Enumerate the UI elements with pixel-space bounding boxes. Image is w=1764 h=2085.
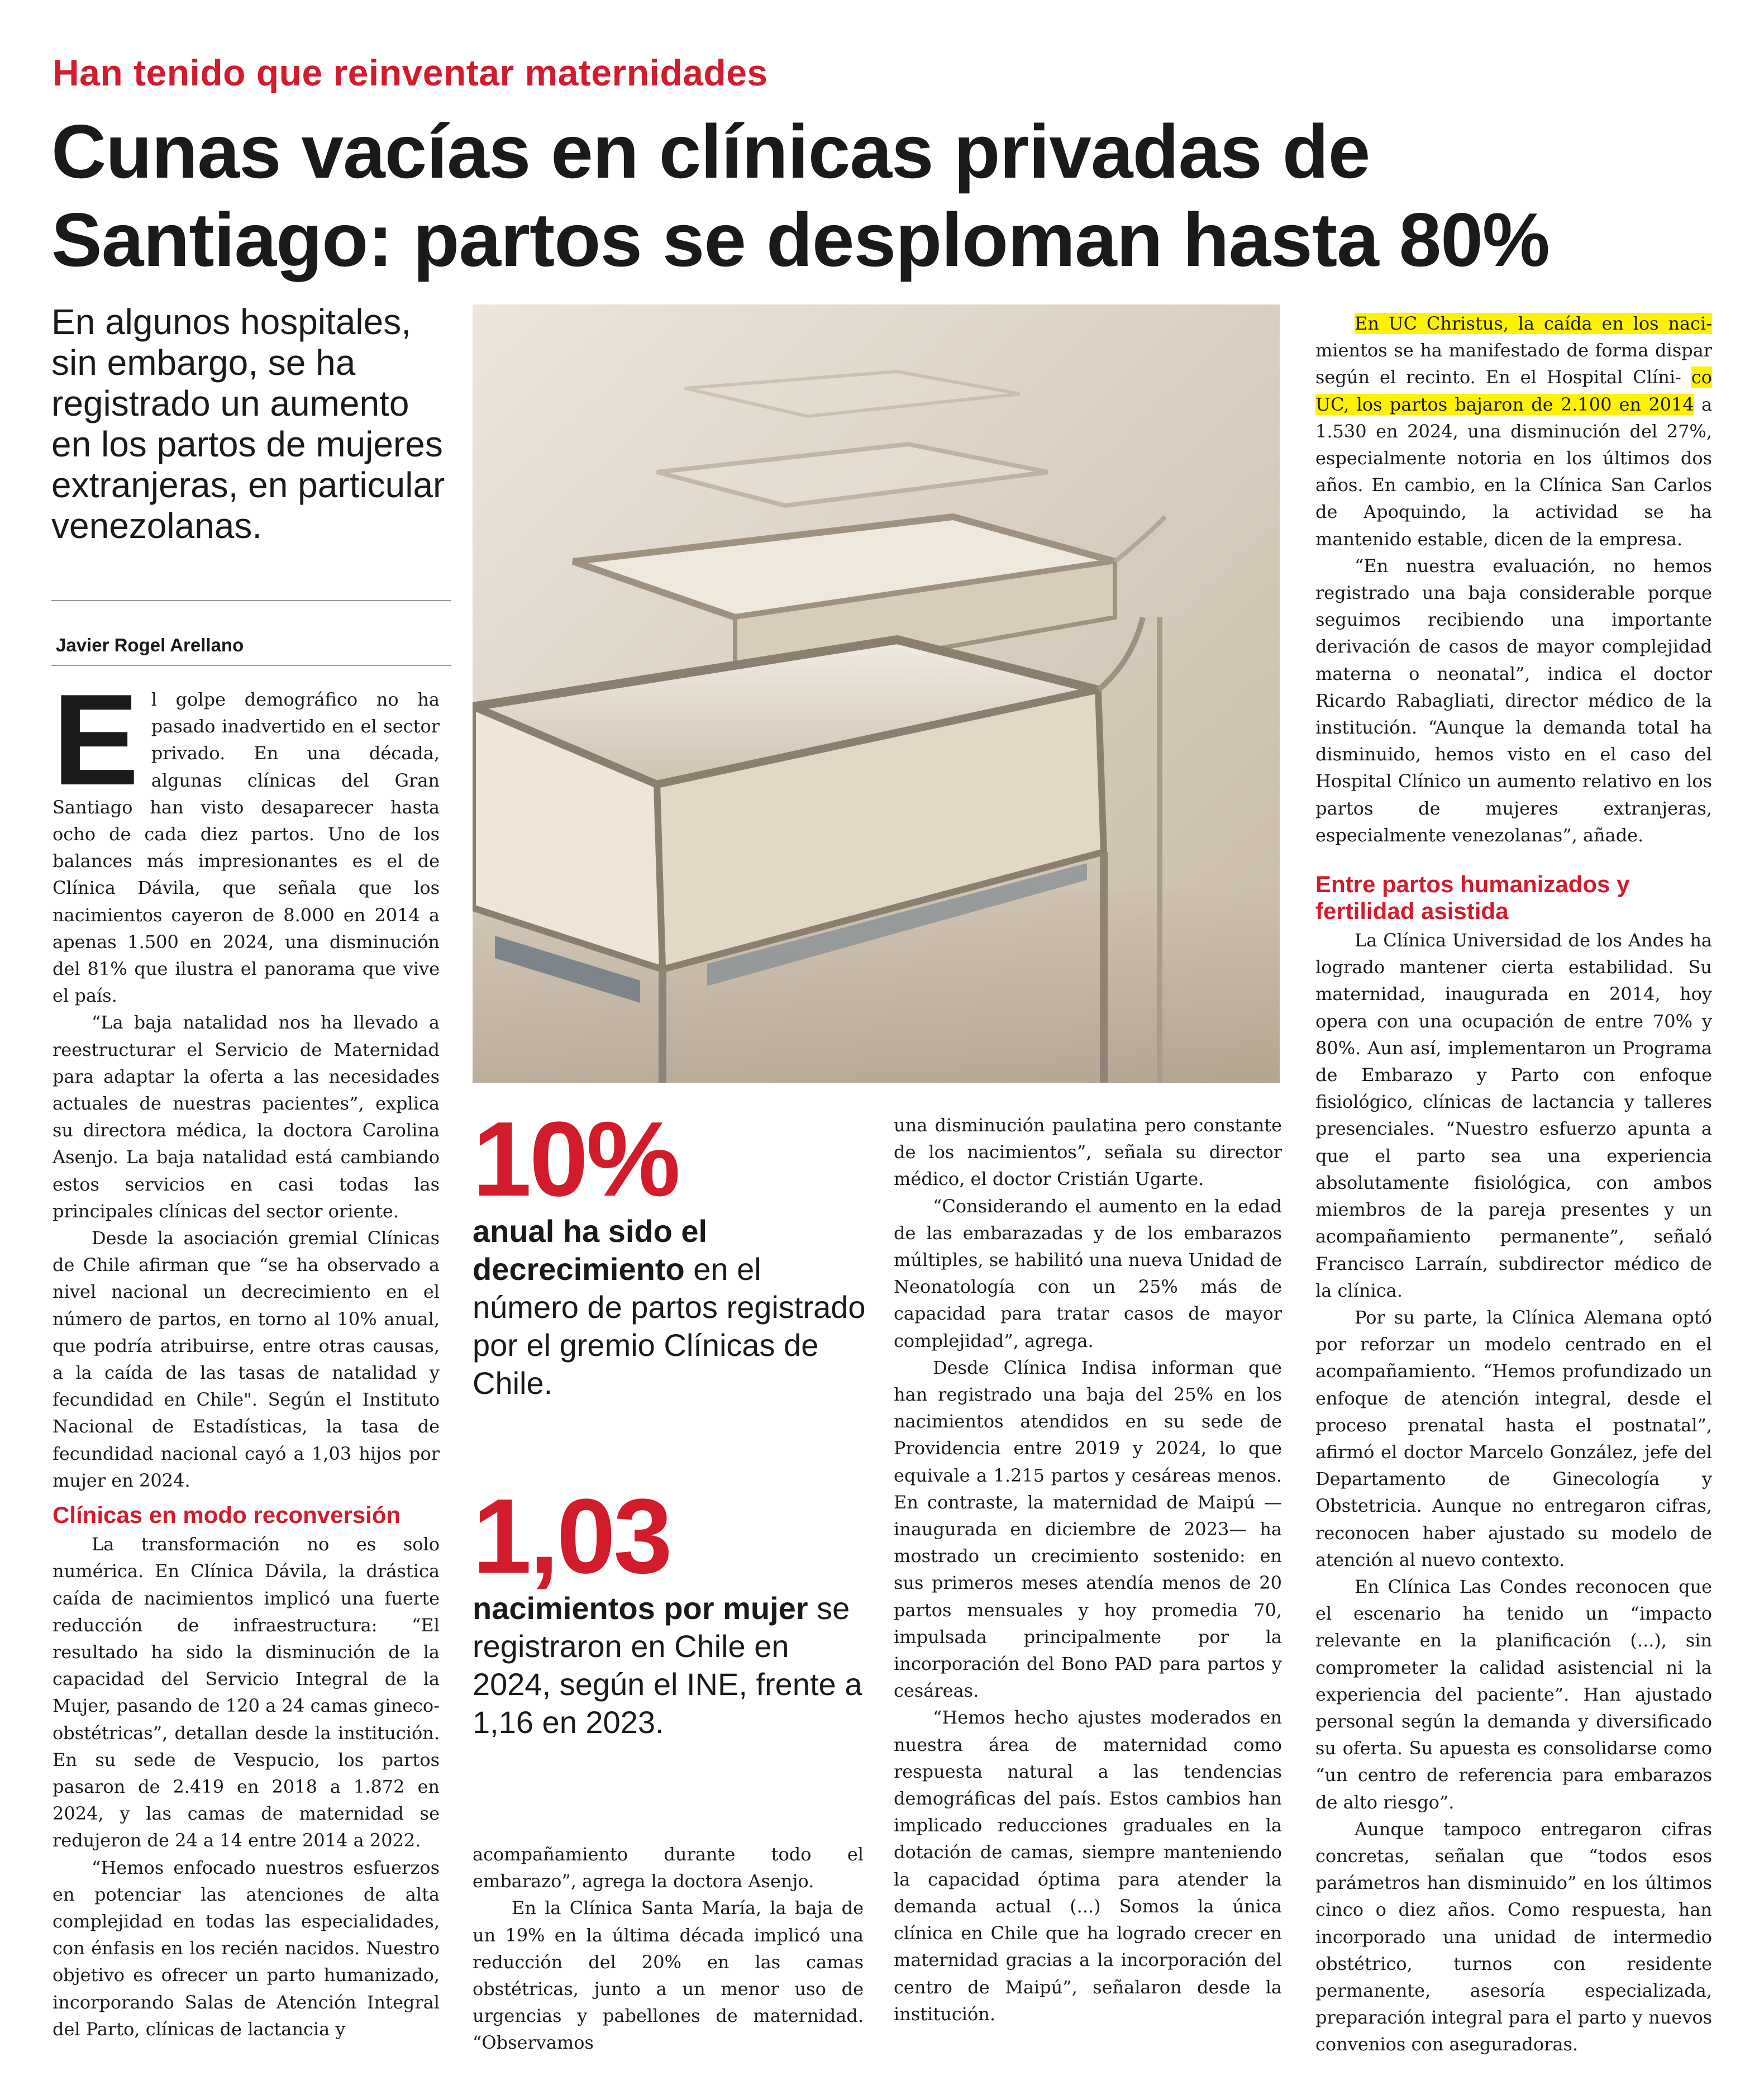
deck-rule — [51, 600, 451, 601]
paragraph: “La baja natalidad nos ha llevado a reestructurar el Servicio de Maternidad para adaptar la oferta a las necesidades actuales de nuestras pacientes”, explica su directora médica, la doctora Carolina Asenjo. La baja natalidad está cambiando estos servicios en casi todas las principales clínicas del sector oriente. — [53, 1012, 440, 1222]
stat-rest-2: se registraron en Chile en 2024, según el INE, frente a 1,16 en 2023. — [473, 1591, 862, 1740]
text-span: a 1.530 en 2024, una disminución del 27%, especialmente notoria en los últimos dos años. En cambio, en la Clínica San Carlos de Apoquindo, la actividad se ha mantenido estable, dicen de la empresa. — [1315, 393, 1713, 550]
kicker: Han tenido que reinventar maternidades — [53, 52, 768, 93]
stat-number-1: 10% — [473, 1100, 679, 1218]
subheading: Clínicas en modo reconversión — [53, 1502, 401, 1529]
column-1 — [53, 668, 440, 2043]
paragraph: acompañamiento durante todo el embarazo”, agrega la doctora Asenjo. — [473, 1844, 864, 1892]
paragraph: “Hemos enfocado nuestros esfuerzos en potenciar las atenciones de alta complejidad en todas las especialidades, con énfasis en los recién nacidos. Nuestro objetivo es ofrecer un parto humanizado, incorporando Salas de Atención Integral del Parto, clínicas de lactancia y — [53, 1856, 440, 2040]
paragraph: Desde Clínica Indisa informan que han registrado una baja del 25% en los nacimientos atendidos en su sede de Providencia entre 2019 y 2024, lo que equivale a 1.215 partos y cesáreas menos. En contraste, la maternidad de Maipú —inaugurada en diciembre de 2023— ha mostrado un crecimiento sostenido: en sus primeros meses atendía menos de 20 partos mensuales y hoy promedia 70, impulsada principalmente por la incorporación del Bono PAD para partos y cesáreas. — [894, 1356, 1282, 1702]
paragraph-highlighted — [1315, 310, 1712, 553]
stat-number-2: 1,03 — [473, 1477, 670, 1596]
byline: Javier Rogel Arellano — [56, 635, 244, 655]
stat-rest-1: en el número de partos registrado por el gremio Clínicas de Chile. — [473, 1251, 866, 1401]
paragraph: Desde la asociación gremial Clínicas de Chile afirman que “se ha observado a nivel nacional un decrecimiento en el número de partos, en torno al 10% anual, que podría atribuirse, entre otras causas, a la caída de las tasas de natalidad y fecundidad en Chile". Según el Instituto Nacional de Estadísticas, la tasa de fecundidad nacional cayó a 1,03 hijos por mujer en 2024. — [53, 1227, 440, 1491]
paragraph: “Hemos hecho ajustes moderados en nuestra área de maternidad como respuesta natural a las tendencias demográficas del país. Estos cambios han implicado reducciones graduales en la dotación de camas, siempre manteniendo la capacidad óptima para atender la demanda actual (...) Somos la única clínica en Chile que ha logrado crecer en maternidad gracias a la incorporación del centro de Maipú”, señalaron desde la institución. — [894, 1707, 1282, 2025]
bassinets-photo — [473, 304, 1280, 1083]
paragraph: En Clínica Las Condes reconocen que el escenario ha tenido un “impacto relevante en la planificación (...), sin comprometer la calidad asistencial ni la experiencia del paciente”. Han ajustado personal según la demanda y diversificado su oferta. Su apuesta es consolidarse como “un centro de referencia para embarazos de alto riesgo”. — [1315, 1575, 1712, 1813]
paragraph: “Considerando el aumento en la edad de las embarazadas y de los embarazos múltiples, se habilitó una nueva Unidad de Neonatología con un 25% más de capacidad para tratar casos de mayor complejidad”, agrega. — [894, 1195, 1282, 1351]
paragraph: l golpe demográfico no ha pasado inadvertido en el sector privado. En una década, algunas clínicas del Gran Santiago han visto desaparecer hasta ocho de cada diez partos. Uno de los balances más impresionantes es el de Clínica Dávila, que señala que los nacimientos cayeron de 8.000 en 2014 a apenas 1.500 en 2024, una disminución del 81% que ilustra el panorama que vive el país. — [53, 689, 440, 1007]
byline-rule — [51, 665, 451, 666]
drop-cap: E — [53, 668, 139, 812]
headline: Cunas vacías en clínicas privadas de Santiago: partos se desploman hasta 80% — [51, 109, 1550, 282]
subheading: Entre partos humanizados y fertilidad asistida — [1315, 871, 1630, 925]
column-4 — [1315, 310, 1712, 2058]
stat-text-1 — [473, 1212, 875, 1402]
highlight-2: co UC, los partos bajaron de 2.100 en 2014 — [1315, 366, 1713, 415]
paragraph: La transformación no es solo numérica. En Clínica Dávila, la drástica caída de nacimientos implicó una fuerte reducción de infraestructura: “El resultado ha sido la disminución de la capacidad del Servicio Integral de la Mujer, pasando de 120 a 24 camas gineco-obstétricas”, detallan desde la institución. En su sede de Vespucio, los partos pasaron de 2.419 en 2018 a 1.872 en 2024, y las camas de maternidad se redujeron de 24 a 14 entre 2014 a 2022. — [53, 1534, 440, 1851]
paragraph: Aunque tampoco entregaron cifras concretas, señalan que “todos esos parámetros han disminuido” en los últimos cinco o diez años. Como respuesta, han incorporado una unidad de intermedio obstétrico, turnos con residente permanente, asesoría especializada, preparación integral para el parto y nuevos convenios con aseguradoras. — [1315, 1818, 1712, 2055]
paragraph: una disminución paulatina pero constante de los nacimientos”, señala su director médico, el doctor Cristián Ugarte. — [894, 1115, 1282, 1190]
stat-bold-2: nacimientos por mujer — [473, 1591, 808, 1626]
highlight-1: En UC Christus, la caída en los naci- — [1355, 313, 1712, 334]
paragraph: En la Clínica Santa María, la baja de un 19% en la última década implicó una reducción del 20% en las camas obstétricas, junto a un menor uso de urgencias y pabellones de maternidad. “Observamos — [473, 1897, 864, 2054]
column-3 — [894, 1112, 1282, 2027]
stat-bold-1: anual ha sido el decrecimiento — [473, 1213, 708, 1287]
deck: En algunos hospitales, sin embargo, se ha registrado un aumento en los partos de mujeres extranjeras, en particular venezolanas. — [51, 302, 445, 546]
paragraph: “En nuestra evaluación, no hemos registrado una baja considerable porque seguimos recibiendo una importante derivación de casos de mayor complejidad materna o neonatal”, indica el doctor Ricardo Rabagliati, director médico de la institución. “Aunque la demanda total ha disminuido, hemos visto en el caso del Hospital Clínico un aumento relativo en los partos de mujeres extranjeras, especialmente venezolanas”, añade. — [1315, 555, 1712, 846]
column-2 — [473, 1841, 864, 2057]
stat-text-2 — [473, 1589, 875, 1741]
paragraph: Por su parte, la Clínica Alemana optó por reforzar un modelo centrado en el acompañamiento. “Hemos profundizado un enfoque de atención integral, desde el proceso prenatal hasta el postnatal”, afirmó el doctor Marcelo González, jefe del Departamento de Ginecología y Obstetricia. Aunque no entregaron cifras, reconocen haber ajustado su modelo de atención al nuevo contexto. — [1315, 1306, 1712, 1570]
paragraph: La Clínica Universidad de los Andes ha logrado mantener cierta estabilidad. Su maternidad, inaugurada en 2014, hoy opera con una ocupación de entre 70% y 80%. Aun así, implementaron un Programa de Embarazo y Parto con enfoque fisiológico, clínicas de lactancia y talleres presenciales. “Nuestro esfuerzo apunta a que el parto sea una experiencia absolutamente fisiológica, con ambos miembros de la pareja presentes y un acompañamiento permanente”, señaló Francisco Larraín, subdirector médico de la clínica. — [1315, 930, 1712, 1301]
text-span: mientos se ha manifestado de forma dispar según el recinto. En el Hospital Clíni- — [1315, 340, 1712, 388]
